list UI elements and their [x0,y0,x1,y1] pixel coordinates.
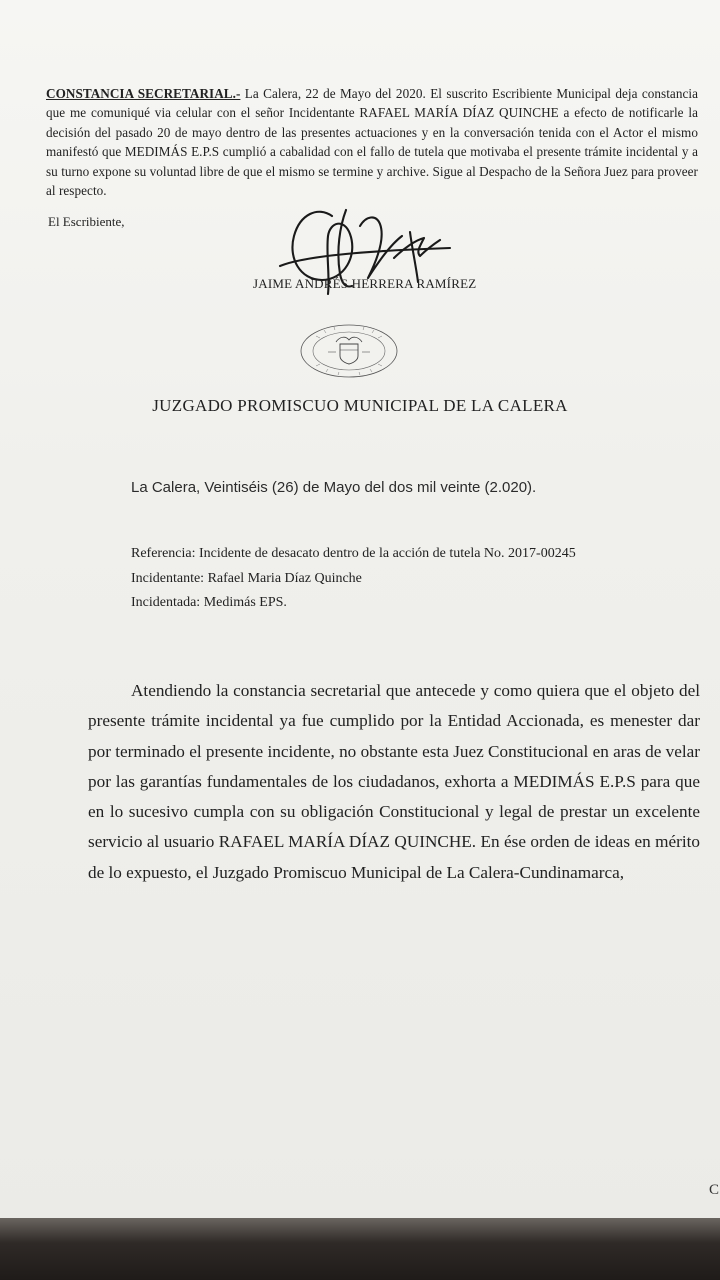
body-text: Atendiendo la constancia secretarial que antecede y como quiera que el objeto del presente trámite incidental ya fue cumplido por la Entidad Accionada, es menester dar por terminado el presente incidente, no obstante esta Juez Constitucional en aras de velar por las garantías fundamentales de los ciudadanos, exhorta a MEDIMÁS E.P.S para que en lo sucesivo cumpla con su obligación Constitucional y legal de prestar un excelente servicio al usuario RAFAEL MARÍA DÍAZ QUINCHE. En ése orden de ideas en mérito de lo expuesto, el Juzgado Promiscuo Municipal de La Calera-Cundinamarca, [88,681,700,882]
court-title: JUZGADO PROMISCUO MUNICIPAL DE LA CALERA [152,396,568,415]
rama-judicial-seal [298,322,400,380]
referencia-value: Incidente de desacato dentro de la acción de tutela No. 2017-00245 [195,546,576,561]
incidentante-label: Incidentante: [131,570,205,586]
escribiente-label: El Escribiente, [48,214,125,229]
body-paragraph [88,676,700,888]
referencia-label: Referencia: [131,546,196,561]
incidentante-line [131,567,576,592]
constancia-heading: CONSTANCIA SECRETARIAL.- [46,86,241,101]
incidentada-value: Medimás EPS. [200,595,287,610]
signer-name: JAIME ANDRÉS HERRERA RAMÍREZ [253,276,477,291]
date-line: La Calera, Veintiséis (26) de Mayo del dos mil veinte (2.020). [131,479,537,496]
incidentada-label: Incidentada: [131,595,201,610]
page-edge-mark: C [709,1182,720,1198]
incidentante-value: Rafael Maria Díaz Quinche [204,570,362,586]
incidentada-line [131,591,576,616]
references-block [131,542,576,616]
desk-background [0,1218,720,1280]
constancia-text: La Calera, 22 de Mayo del 2020. El suscrito Escribiente Municipal deja constancia que me comuniqué via celular con el señor Incidentante RAFAEL MARÍA DÍAZ QUINCHE a efecto de notificarle la decisión del pasado 20 de mayo dentro de las presentes actuaciones y en la conversación tenida con el Actor el mismo manifestó que MEDIMÁS E.P.S cumplió a cabalidad con el fallo de tutela que motivaba el presente trámite incidental y a su turno expone su voluntad libre de que el mismo se termine y archive. Sigue al Despacho de la Señora Juez para proveer al respecto. [46,86,698,199]
constancia-paragraph [46,84,698,200]
referencia-line [131,542,576,567]
